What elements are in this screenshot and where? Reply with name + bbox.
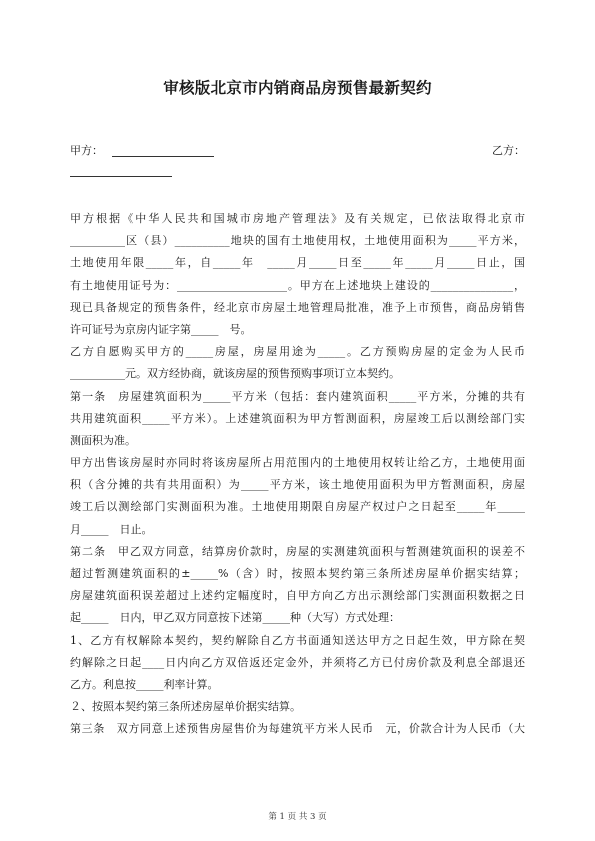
body-line: 土地使用年限_____年，自_____年 _____月_____日至_____年_____月_____日止，国 — [70, 256, 525, 270]
body-line: 约解除之日起____日内向乙方双倍返还定金外，并须将乙方已付房价款及利息全部退还 — [70, 655, 525, 669]
body-line: 现已具备规定的预售条件，经北京市房屋土地管理局批准，准予上市预售，商品房销售 — [70, 300, 525, 314]
body-line: 许可证号为京房内证字第_____ 号。 — [70, 322, 252, 336]
body-line: 积（含分摊的共有共用面积）为_____平方米，该土地使用面积为甲方暂测面积，房屋 — [70, 478, 525, 492]
body-line: 测面积为准。 — [70, 433, 136, 447]
body-line: 有土地使用证号为：____________________。甲方在上述地块上建设的_______________， — [70, 278, 525, 292]
body-line: 月_____ 日止。 — [70, 522, 153, 536]
body-line: 超过暂测建筑面积的±_____%（含）时，按照本契约第三条所述房屋单价据实结算； — [70, 567, 525, 580]
contract-body — [70, 208, 525, 741]
body-line: 竣工后以测绘部门实测面积为准。土地使用期限自房屋产权过户之日起至_____年_____ — [70, 500, 525, 514]
body-line: 甲方出售该房屋时亦同时将该房屋所占用范围内的土地使用权转让给乙方，土地使用面 — [70, 456, 525, 470]
body-line: ２、按照本契约第三条所述房屋单价据实结算。 — [70, 700, 301, 714]
body-line: 第三条 双方同意上述预售房屋售价为每建筑平方米人民币 元，价款合计为人民币（大 — [70, 722, 525, 736]
body-line: 乙方。利息按_____利率计算。 — [70, 677, 219, 691]
parties-row — [70, 142, 525, 162]
party-b-blank — [70, 176, 172, 177]
body-line: 乙方自愿购买甲方的_____房屋，房屋用途为_____。乙方预购房屋的定金为人民币 — [70, 345, 525, 359]
page-footer: 第 1 页 共 3 页 — [268, 812, 327, 822]
body-line: 起_____ 日内，甲乙双方同意按下述第_____种（大写）方式处理： — [70, 611, 400, 625]
party-a-blank — [112, 156, 214, 157]
body-line: 甲方根据《中华人民共和国城市房地产管理法》及有关规定，已依法取得北京市 — [70, 212, 525, 225]
body-line: __________元。双方经协商，就该房屋的预售预购事项订立本契约。 — [70, 367, 400, 381]
party-a-label: 甲方： — [70, 144, 103, 157]
body-line: 共用建筑面积_____平方米）。上述建筑面积为甲方暂测面积，房屋竣工后以测绘部门实 — [70, 411, 525, 425]
body-line: 房屋建筑面积误差超过上述约定幅度时，自甲方向乙方出示测绘部门实测面积数据之日 — [70, 589, 525, 603]
body-line: 1、乙方有权解除本契约，契约解除自乙方书面通知送达甲方之日起生效，甲方除在契 — [70, 633, 525, 647]
party-b-label: 乙方： — [492, 144, 525, 157]
document-title: 审核版北京市内销商品房预售最新契约 — [163, 79, 432, 97]
body-line: 第二条 甲乙双方同意，结算房价款时，房屋的实测建筑面积与暂测建筑面积的误差不 — [70, 544, 525, 558]
body-line: 第一条 房屋建筑面积为_____平方米（包括：套内建筑面积_____平方米，分摊的共有 — [70, 389, 525, 403]
body-line: __________区（县）__________地块的国有土地使用权，土地使用面积为_____平方米， — [70, 234, 525, 248]
